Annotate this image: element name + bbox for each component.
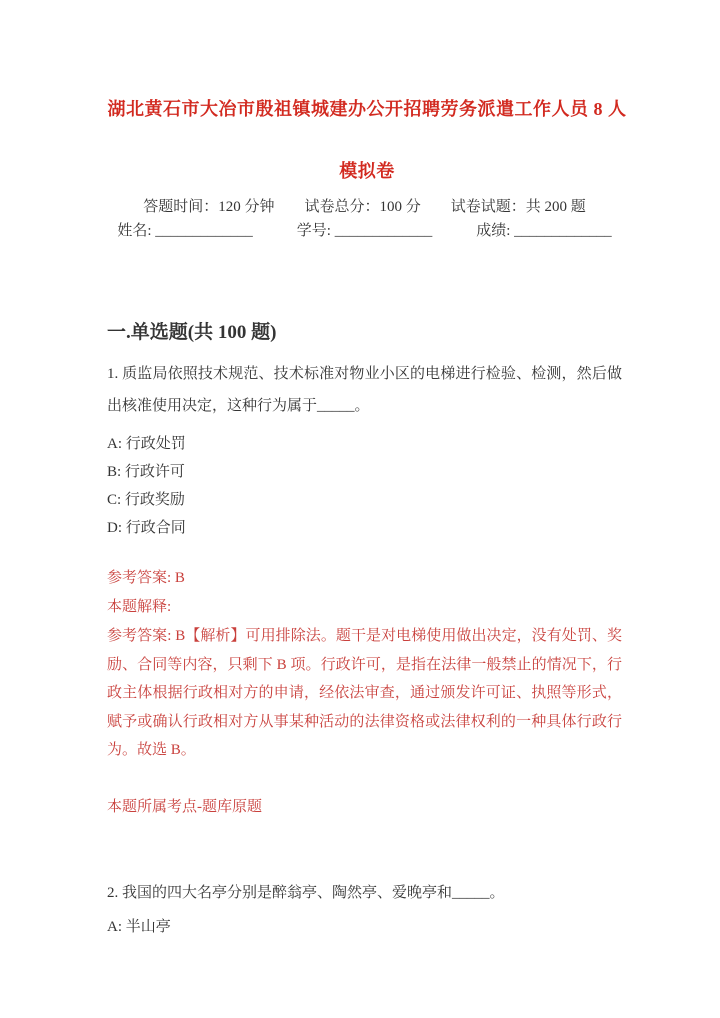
exam-duration: 答题时间：120 分钟 [143,199,275,215]
question-1 [107,358,622,822]
question-2-option-a: A: 半山亭 [107,918,171,935]
explanation-label: 本题解释: [107,599,172,615]
section-heading: 一.单选题(共 100 题) [107,322,277,343]
student-id-field [297,219,432,243]
name-blank: _____________ [155,223,253,239]
explanation-text: 参考答案: B【解析】可用排除法。题干是对电梯使用做出决定，没有处罚、奖励、合同等内容，只剩下 B 项。行政许可，是指在法律一般禁止的情况下，行政主体根据行政相对方的申请，经依法审查，通过颁发许可证、执照等形式，赋予或确认行政相对方从事某种活动的法律资格或法律权利的一种具体行政行为。故选 B。 [107,628,622,758]
name-field [117,219,252,243]
exam-meta-row [107,196,622,218]
page-title: 湖北黄石市大冶市殷祖镇城建办公开招聘劳务派遣工作人员 8 人模拟卷 [107,99,627,181]
question-1-option-b: B: 行政许可 [107,464,185,480]
source-note: 本题所属考点-题库原题 [107,798,262,815]
student-id-label: 学号: [296,223,331,239]
question-2-stem: 2. 我国的四大名亭分别是醉翁亭、陶然亭、爱晚亭和_____。 [107,884,505,901]
question-1-option-c: C: 行政奖励 [107,492,185,508]
question-2-options [107,913,622,941]
score-label: 成绩: [476,223,511,239]
score-field [476,219,611,243]
name-label: 姓名: [117,223,152,239]
exam-total-score: 试卷总分：100 分 [304,199,421,215]
question-1-options [107,430,622,542]
exam-question-count: 试卷试题：共 200 题 [450,199,586,215]
score-blank: _____________ [514,223,612,239]
question-1-option-d: D: 行政合同 [107,520,186,536]
question-1-answer-block [107,564,622,765]
question-1-option-a: A: 行政处罚 [107,436,186,452]
question-2 [107,877,622,941]
student-info-row [107,219,622,243]
student-id-blank: _____________ [334,223,433,239]
reference-answer: 参考答案: B [107,570,185,586]
question-1-stem: 1. 质监局依照技术规范、技术标准对物业小区的电梯进行检验、检测，然后做出核准使用决定，这种行为属于_____。 [107,366,622,414]
